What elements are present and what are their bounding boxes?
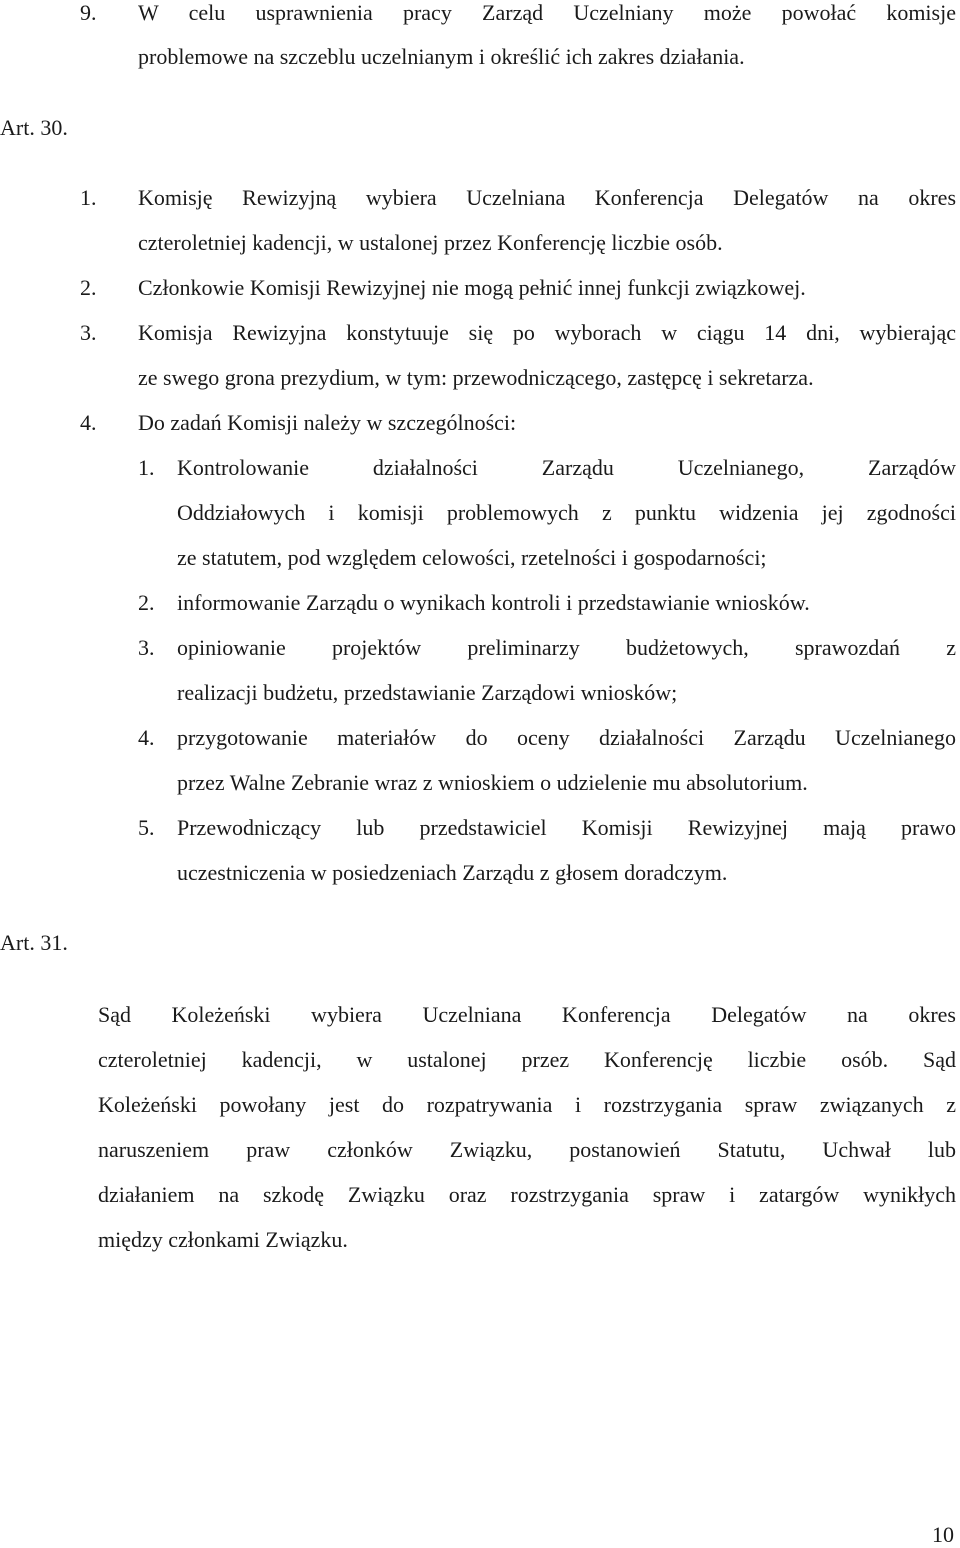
art-31-line-6: między członkami Związku. (98, 1227, 348, 1252)
art-31-line-1: Sąd Koleżeński wybiera Uczelniana Konferencja Delegatów na okres (98, 1002, 956, 1027)
art-30-p4-sub2-line-1: informowanie Zarządu o wynikach kontroli i przedstawianie wniosków. (177, 590, 810, 615)
art-30-p4-sub3-line-2: realizacji budżetu, przedstawianie Zarządowi wniosków; (177, 680, 678, 705)
art-30-p3-line-2: ze swego grona prezydium, w tym: przewodniczącego, zastępcę i sekretarza. (138, 365, 814, 390)
item-9-line-1: W celu usprawnienia pracy Zarząd Uczelniany może powołać komisje (138, 0, 956, 25)
art-30-p4-sub5-line-2: uczestniczenia w posiedzeniach Zarządu z głosem doradczym. (177, 860, 728, 885)
art-30-p4-sub4-line-2: przez Walne Zebranie wraz z wnioskiem o udzielenie mu absolutorium. (177, 770, 808, 795)
art-30-p1-number: 1. (80, 185, 97, 210)
art-31-line-2: czteroletniej kadencji, w ustalonej przez Konferencję liczbie osób. Sąd (98, 1047, 956, 1072)
art-30-p4-sub1-line-1: Kontrolowanie działalności Zarządu Uczelnianego, Zarządów (177, 455, 956, 480)
art-30-p4-line-1: Do zadań Komisji należy w szczególności: (138, 410, 517, 435)
art-30-p1-line-2: czteroletniej kadencji, w ustalonej przez Konferencję liczbie osób. (138, 230, 723, 255)
art-30-p4-sub4-number: 4. (138, 725, 155, 750)
art-30-heading: Art. 30. (0, 115, 68, 140)
art-30-p4-sub5-number: 5. (138, 815, 155, 840)
page-number: 10 (932, 1522, 954, 1547)
art-31-line-3: Koleżeński powołany jest do rozpatrywania i rozstrzygania spraw związanych z (98, 1092, 956, 1117)
art-30-p4-sub1-line-2: Oddziałowych i komisji problemowych z punktu widzenia jej zgodności (177, 500, 956, 525)
art-30-p4-sub2-number: 2. (138, 590, 155, 615)
art-30-p4-sub3-number: 3. (138, 635, 155, 660)
art-31-heading: Art. 31. (0, 930, 68, 955)
art-30-p1-line-1: Komisję Rewizyjną wybiera Uczelniana Konferencja Delegatów na okres (138, 185, 956, 210)
art-30-p4-sub1-line-3: ze statutem, pod względem celowości, rzetelności i gospodarności; (177, 545, 767, 570)
art-30-p4-number: 4. (80, 410, 97, 435)
art-30-p4-sub4-line-1: przygotowanie materiałów do oceny działalności Zarządu Uczelnianego (177, 725, 956, 750)
art-30-p4-sub1-number: 1. (138, 455, 155, 480)
item-9-line-2: problemowe na szczeblu uczelnianym i określić ich zakres działania. (138, 44, 745, 69)
art-30-p3-line-1: Komisja Rewizyjna konstytuuje się po wyborach w ciągu 14 dni, wybierając (138, 320, 956, 345)
art-31-line-5: działaniem na szkodę Związku oraz rozstrzygania spraw i zatargów wynikłych (98, 1182, 956, 1207)
art-31-line-4: naruszeniem praw członków Związku, postanowień Statutu, Uchwał lub (98, 1137, 956, 1162)
item-9-number: 9. (80, 0, 97, 25)
art-30-p4-sub3-line-1: opiniowanie projektów preliminarzy budżetowych, sprawozdań z (177, 635, 956, 660)
art-30-p2-line-1: Członkowie Komisji Rewizyjnej nie mogą pełnić innej funkcji związkowej. (138, 275, 806, 300)
art-30-p2-number: 2. (80, 275, 97, 300)
art-30-p4-sub5-line-1: Przewodniczący lub przedstawiciel Komisji Rewizyjnej mają prawo (177, 815, 956, 840)
art-30-p3-number: 3. (80, 320, 97, 345)
